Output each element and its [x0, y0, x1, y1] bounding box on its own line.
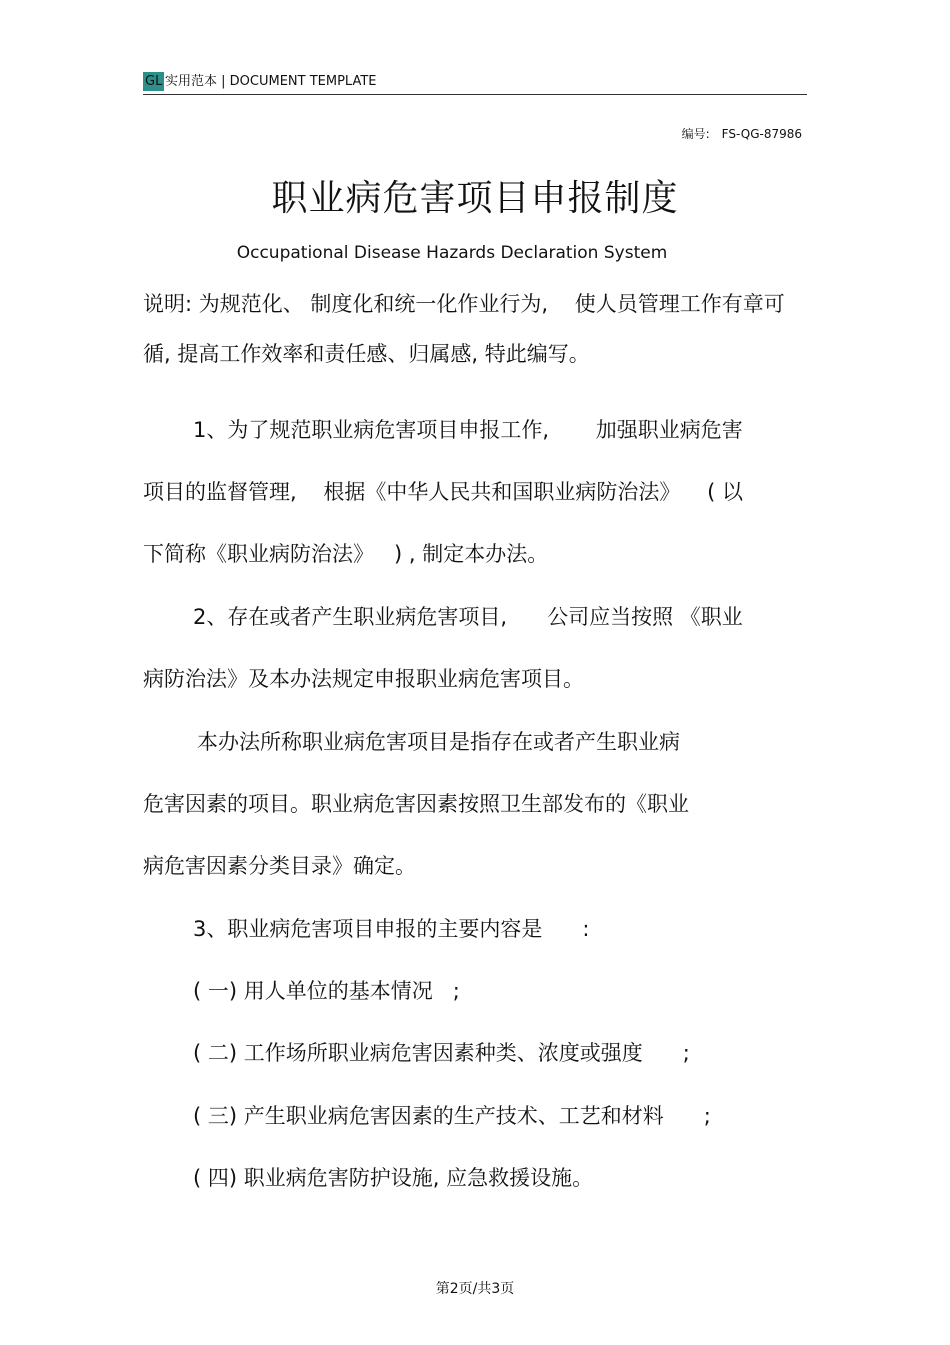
body-line: 下简称《职业病防治法》 ) , 制定本办法。 [143, 542, 549, 566]
document-title: 职业病危害项目申报制度 [271, 178, 679, 219]
header-title: 实用范本 | DOCUMENT TEMPLATE [165, 74, 377, 89]
page-footer: 第2页/共3页 [435, 1281, 515, 1297]
document-number [682, 125, 802, 142]
document-number-label: 编号: [681, 127, 710, 141]
document-subtitle: Occupational Disease Hazards Declaration System [236, 243, 668, 263]
body-line: 循, 提高工作效率和责任感、归属感, 特此编写。 [143, 342, 590, 366]
body-line: 3、职业病危害项目申报的主要内容是 : [193, 917, 590, 941]
body-line: 病危害因素分类目录》确定。 [143, 854, 416, 878]
brand-logo: GL [145, 74, 163, 89]
list-item: ( 三) 产生职业病危害因素的生产技术、工艺和材料 ; [193, 1104, 711, 1128]
body-line: 说明: 为规范化、 制度化和统一化作业行为, 使人员管理工作有章可 [143, 292, 785, 316]
body-line: 病防治法》及本办法规定申报职业病危害项目。 [143, 667, 584, 691]
document-number-code: FS-QG-87986 [721, 127, 802, 141]
body-line: 本办法所称职业病危害项目是指存在或者产生职业病 [197, 730, 680, 754]
list-item: ( 一) 用人单位的基本情况 ; [193, 979, 460, 1003]
body-line: 1、为了规范职业病危害项目申报工作, 加强职业病危害 [193, 418, 743, 442]
body-line: 2、存在或者产生职业病危害项目, 公司应当按照 《职业 [193, 605, 743, 629]
list-item: ( 二) 工作场所职业病危害因素种类、浓度或强度 ; [193, 1041, 690, 1065]
body-line: 危害因素的项目。职业病危害因素按照卫生部发布的《职业 [143, 792, 689, 816]
body-line: 项目的监督管理, 根据《中华人民共和国职业病防治法》 ( 以 [143, 480, 743, 504]
list-item: ( 四) 职业病危害防护设施, 应急救援设施。 [193, 1166, 594, 1190]
page-header [143, 70, 807, 95]
